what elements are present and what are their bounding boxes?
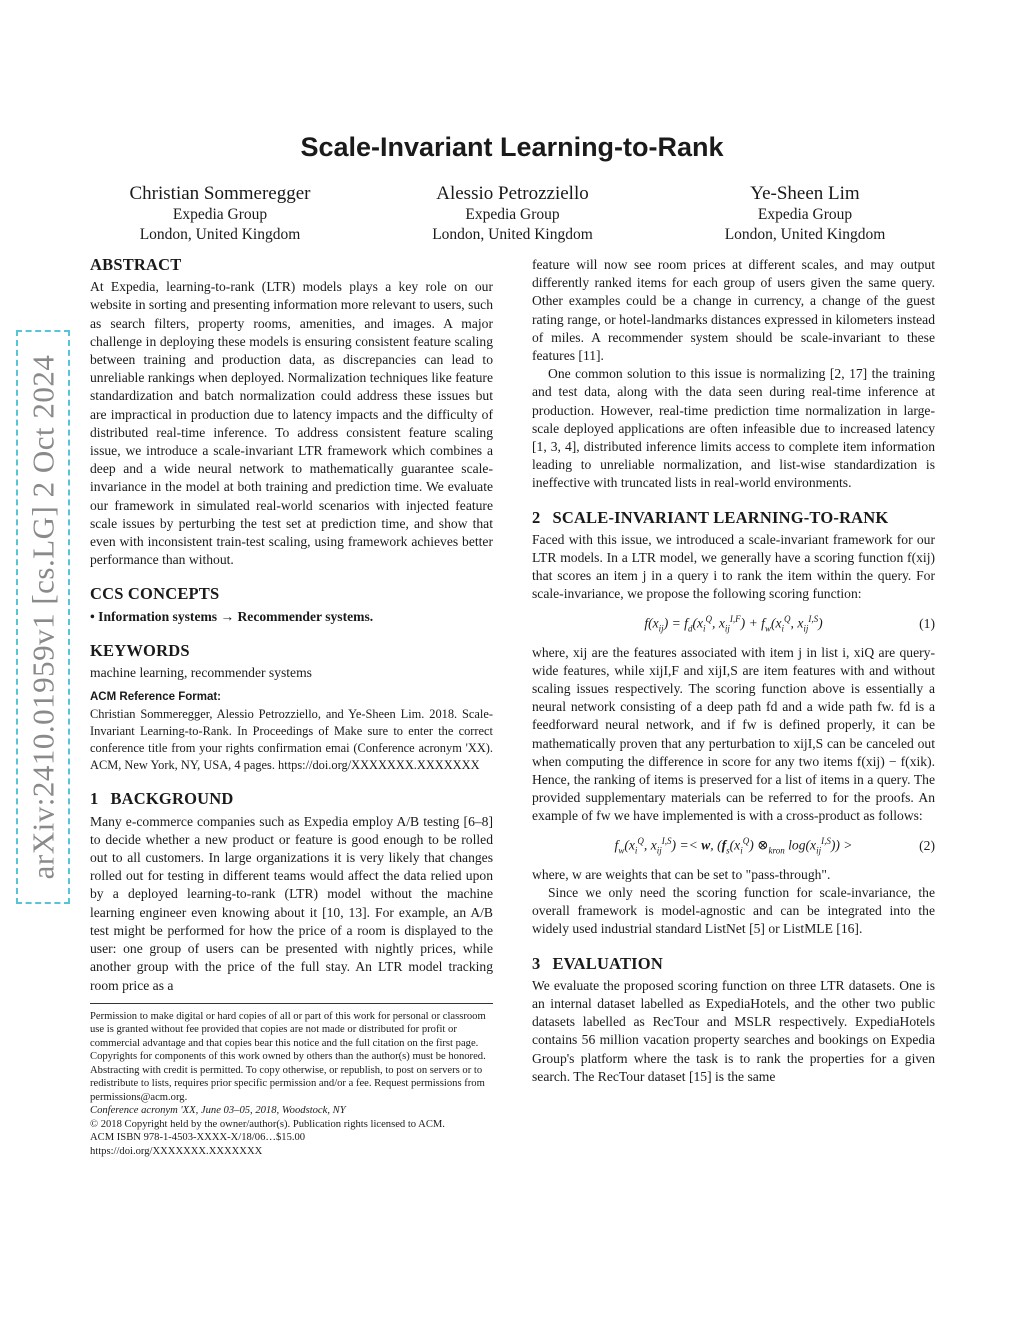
author-block <box>90 182 935 245</box>
author-affiliation: Expedia Group <box>465 206 560 223</box>
author-location: London, United Kingdom <box>724 226 886 243</box>
conference-line: Conference acronym 'XX, June 03–05, 2018, Woodstock, NY <box>90 1105 346 1117</box>
section-title: BACKGROUND <box>110 789 234 809</box>
section-2-paragraph-4: Since we only need the scoring function for scale-invariance, the overall framework is model-agnostic and can be integrated into the widely used industrial standard ListNet [5] or ListMLE [16]. <box>532 884 935 937</box>
keywords-text: machine learning, recommender systems <box>90 665 312 681</box>
arxiv-id: arXiv:2410.01959v1 [cs.LG] 2 Oct 2024 <box>25 354 60 880</box>
keywords-heading: KEYWORDS <box>90 640 190 660</box>
section-number: 1 <box>90 789 99 809</box>
arxiv-stamp <box>16 330 70 904</box>
background-text: Many e-commerce companies such as Expedia employ A/B testing [6–8] to decide whether a new product or feature is good enough to be rolled out to all customers. In large organizations it is very likely that changes rolled out for testing in different teams would affect the data relied upon by a deployed learning-to-rank (LTR) model without the machine learning engineer even knowing about it [10, 13]. For example, an A/B test might be performed for how the price of a room is displayed to the user: one group of users can be presented with nightly prices, while another group with the price of the full stay. An LTR model tracking room price as a <box>90 813 493 993</box>
right-column <box>532 256 935 1086</box>
paper-title: Scale-Invariant Learning-to-Rank <box>300 132 724 162</box>
background-heading <box>90 790 493 808</box>
equation-2-body: $f_w(x_i^Q$, $x_{ij}^{I,S}) =< w$, ($f_s(x_i^Q)$ $\otimes_{kron}$ $\log(x_{ij}^{I,S})$) > <box>614 835 853 856</box>
acm-ref-text: Christian Sommeregger, Alessio Petrozziello, and Ye-Sheen Lim. 2018. Scale-Invariant Learning-to-Rank. In Proceedings of Make sure to enter the correct conference title from your rights confirmation emai (Conference acronym 'XX). ACM, New York, NY, USA, 4 pages. https://doi.org/XXXXXXX.XXXXXXX <box>90 707 493 773</box>
section-2-paragraph-3: where, w are weights that can be set to "pass-through". <box>532 866 831 882</box>
author-2 <box>383 182 643 245</box>
author-name: Christian Sommeregger <box>129 183 311 204</box>
author-name: Ye-Sheen Lim <box>750 183 860 204</box>
right-paragraph-1: feature will now see room prices at different scales, and may output differently ranked items for each group of users given the same query. Other examples could be a change in currency, a change of the guest rating range, or hotel-landmarks distances expressed in kilometers instead of miles. A recommender system should be scale-invariant to these features [11]. <box>532 257 935 364</box>
equation-1-body: $f(x_{ij}) = f_d(x_i^Q$, $x_{ij}^{I,F}) + f_w(x_i^Q$, $x_{ij}^{I,S}$) <box>644 613 823 634</box>
author-affiliation: Expedia Group <box>172 206 268 223</box>
author-location: London, United Kingdom <box>432 226 593 243</box>
equation-1 <box>532 604 935 644</box>
section-2-paragraph-1: Faced with this issue, we introduced a scale-invariant framework for our LTR models. In a LTR model, we generally have a scoring function f(xij) that scores an item j in a query i to rank the item within the query. For scale-invariance, we propose the following scoring function: <box>532 531 935 602</box>
equation-2-number: (2) <box>919 837 935 853</box>
permission-text: Permission to make digital or hard copies of all or part of this work for personal or classroom use is granted without fee provided that copies are not made or distributed for profit or commercial advantage and that copies bear this notice and the full citation on the first page. Copyrights for components of this work owned by others than the author(s) must be honored. Abstracting with credit is permitted. To copy otherwise, or republish, to post on servers or to redistribute to lists, requires prior specific permission and/or a fee. Request permissions from permissions@acm.org. <box>90 1010 486 1103</box>
section-3-heading <box>532 955 935 973</box>
author-name: Alessio Petrozziello <box>436 183 589 204</box>
ccs-text: • Information systems → Recommender systems. <box>90 608 374 624</box>
footnote <box>90 1003 493 1159</box>
section-title: SCALE-INVARIANT LEARNING-TO-RANK <box>552 507 889 527</box>
ccs-heading: CCS CONCEPTS <box>90 584 220 604</box>
section-number: 3 <box>532 953 541 973</box>
section-2-heading <box>532 509 935 527</box>
abstract-heading: ABSTRACT <box>90 255 182 274</box>
author-1 <box>90 182 350 245</box>
section-2-paragraph-2: where, xij are the features associated with item j in list i, xiQ are query-wide features, while xijI,F and xijI,S are item features with and without scaling issues respectively. The scoring function above is essentially a neural network consisting of a deep path fd and a wide path fw. fd is a feedforward neural network, and if fw is defined properly, it can be mathematically proven that any perturbation to xijI,S can be canceled out when computing the difference in score for any two items f(xij) − f(xik). Hence, the ranking of items is preserved for a list of items in a query. The provided supplementary materials can be referred to for the proofs. An example of fw we have implemented is with a cross-product as follows: <box>532 644 935 824</box>
section-number: 2 <box>532 507 541 527</box>
acm-ref-heading: ACM Reference Format: <box>90 691 221 704</box>
right-paragraph-2: One common solution to this issue is normalizing [2, 17] the training and test data, along with the data seen during real-time inference at production. However, real-time prediction time normalization in large-scale deployed applications are often infeasible due to increased latency [1, 3, 4], distributed inference limits access to complete item information leading to unreliable normalization, and list-wise standardization is ineffective with truncated lists in real-world environments. <box>532 366 935 491</box>
section-title: EVALUATION <box>552 953 663 973</box>
isbn-line: ACM ISBN 978-1-4503-XXXX-X/18/06…$15.00 <box>90 1132 306 1144</box>
abstract-text: At Expedia, learning-to-rank (LTR) models plays a key role on our website in sorting and presenting information more relevant to users, such as search filters, property rooms, amenities, and images. A major challenge in deploying these models is ensuring consistent feature scaling between training and production data, as discrepancies can lead to unreliable rankings when deployed. Normalization techniques like feature standardization and batch normalization could address these issues but are impractical in production due to latency impacts and the difficulty of distributed real-time inference. To address consistent feature scaling issue, we introduce a scale-invariant LTR framework which combines a deep and a wide neural network to mathematically guarantee scale-invariance in the model at both training and prediction time. We evaluate our framework in simulated real-world scenarios with injected feature scale issues by perturbing the test set at prediction time, and show that even with inconsistent train-test scaling, using framework achieves better performance than without. <box>90 279 493 568</box>
author-affiliation: Expedia Group <box>757 206 853 223</box>
equation-2 <box>532 826 935 866</box>
equation-1-number: (1) <box>919 615 935 631</box>
author-location: London, United Kingdom <box>139 226 301 243</box>
section-3-paragraph-1: We evaluate the proposed scoring function on three LTR datasets. One is an internal dataset labelled as ExpediaHotels, and the other two public datasets labelled as RecTour and MSLR respectively. ExpediaHotels contains 56 million vacation property searches and bookings on Expedia Group's platform where the task is to rank the properties for a given search. The RecTour dataset [15] is the same <box>532 977 935 1084</box>
doi-line: https://doi.org/XXXXXXX.XXXXXXX <box>90 1145 263 1157</box>
copyright-line: © 2018 Copyright held by the owner/author(s). Publication rights licensed to ACM. <box>90 1118 445 1130</box>
left-column <box>90 256 493 1158</box>
author-3 <box>675 182 935 245</box>
